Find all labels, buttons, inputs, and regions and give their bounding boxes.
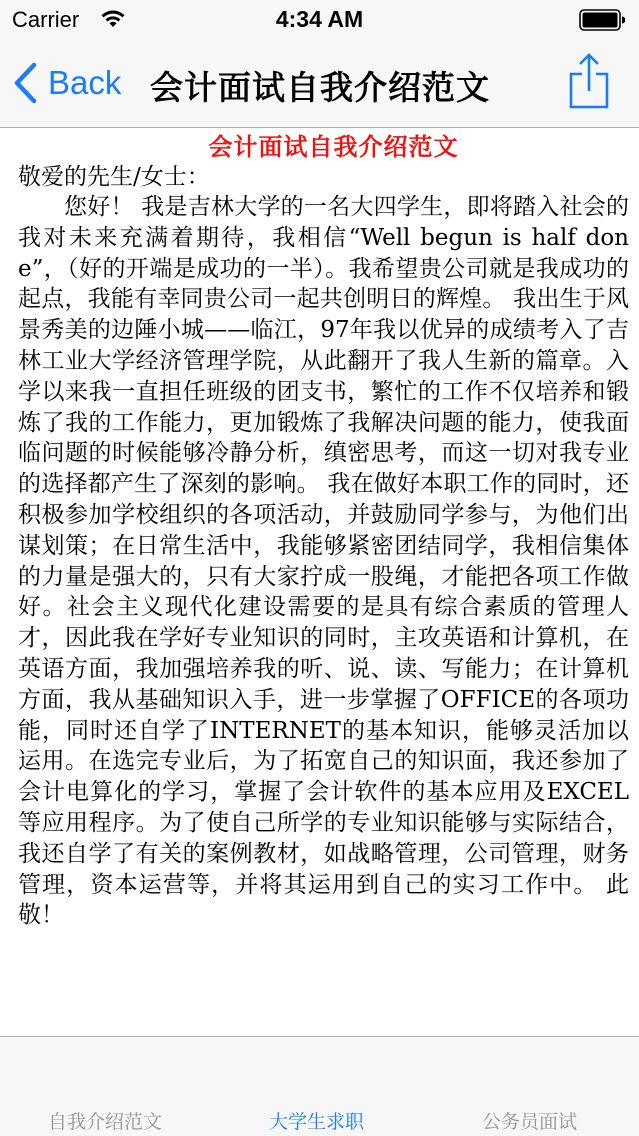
article-title: 会计面试自我介绍范文 bbox=[208, 133, 459, 161]
tab-self-intro[interactable]: 自我介绍范文 bbox=[48, 1111, 163, 1133]
battery-icon bbox=[579, 9, 625, 31]
share-icon[interactable] bbox=[567, 52, 611, 110]
header bbox=[0, 0, 639, 128]
back-label: Back bbox=[48, 64, 122, 101]
tab-civil-service[interactable]: 公务员面试 bbox=[482, 1111, 578, 1133]
navigation-bar bbox=[0, 40, 639, 128]
tab-job-seeking[interactable]: 大学生求职 bbox=[269, 1111, 365, 1133]
tab-bar bbox=[0, 1036, 639, 1136]
article-body: 您好！ 我是吉林大学的一名大四学生，即将踏入社会的我对未来充满着期待，我相信“Well begun is half done”，（好的开端是成功的一半）。我希望贵公司就是我成功的起点，我能有幸同贵公司一起共创明日的辉煌。 我出生于风景秀美的边陲小城——临江，97年我以优异的成绩考入了吉林工业大学经济管理学院，从此翻开了我人生新的篇章。入学以来我一直担任班级的团支书，繁忙的工作不仅培养和锻炼了我的工作能力，更加锻炼了我解决问题的能力，使我面临问题的时候能够冷静分析，缜密思考，而这一切对我专业的选择都产生了深刻的影响。 我在做好本职工作的同时，还积极参加学校组织的各项活动，并鼓励同学参与，为他们出谋划策；在日常生活中，我能够紧密团结同学，我相信集体的力量是强大的，只有大家拧成一股绳，才能把各项工作做好。社会主义现代化建设需要的是具有综合素质的管理人才，因此我在学好专业知识的同时，主攻英语和计算机，在英语方面，我加强培养我的听、说、读、写能力；在计算机方面，我从基础知识入手，进一步掌握了OFFICE的各项功能，同时还自学了INTERNET的基本知识，能够灵活加以运用。在选完专业后，为了拓宽自己的知识面，我还参加了会计电算化的学习，掌握了会计软件的基本应用及EXCEL等应用程序。为了使自己所学的专业知识能够与实际结合，我还自学了有关的案例教材，如战略管理，公司管理，财务管理，资本运营等，并将其运用到自己的实习工作中。 此敬！ bbox=[18, 194, 629, 929]
article-salutation: 敬爱的先生/女士： bbox=[18, 164, 210, 190]
article-content bbox=[0, 128, 639, 1036]
chevron-left-icon bbox=[12, 62, 38, 104]
status-bar bbox=[0, 0, 639, 40]
page-title: 会计面试自我介绍范文 bbox=[150, 68, 490, 107]
status-time: 4:34 AM bbox=[275, 6, 364, 32]
carrier-label: Carrier bbox=[12, 7, 80, 32]
back-button[interactable] bbox=[12, 60, 121, 106]
